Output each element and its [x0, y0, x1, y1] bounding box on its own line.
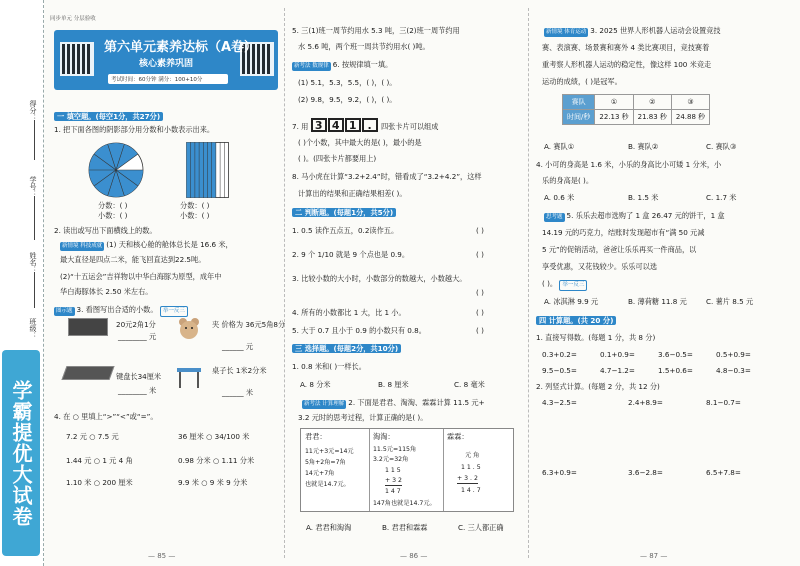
c3-q5-opt-c: C. 薯片 8.5 元: [706, 297, 754, 306]
work2-l1: 11.5元=115角: [373, 446, 417, 453]
choice-2-opt-c: C. 三人都正确: [458, 523, 504, 532]
q2-2-line-b: 华白海豚体长 2.50 米左右。: [60, 287, 153, 296]
work3-l1: 元 角: [465, 452, 480, 459]
q3-unit-4: ______ 米: [222, 388, 254, 397]
c3-q3-line-a: 新情境 体育运动 3. 2025 世界人形机器人运动会设置竞技: [546, 26, 721, 35]
calc-1-r1-c: 3.6−0.5=: [658, 350, 693, 359]
work-divider-2: [443, 429, 444, 511]
choice-1-opt-c: C. 8 毫米: [454, 380, 485, 389]
race-table-head-1: ①: [595, 95, 633, 110]
section-badge-3: 三 选择题。(每题2分，共10分): [292, 344, 401, 353]
column-divider-1: [284, 8, 285, 558]
q2-text: 2. 读出或写出下面横线上的数。: [54, 226, 157, 235]
q4-r2-b: 0.98 分米 ○ 1.11 分米: [178, 456, 255, 465]
q7-line-d: ( )。(四张卡片都要用上): [298, 154, 377, 163]
score-line: [34, 120, 35, 160]
c3-q5-more-tag: 举一反三: [559, 280, 587, 291]
q3-item-1: 20元2角1分: [116, 320, 156, 329]
q3-text: 图示题 3. 看图写出合适的小数。 举一反三: [54, 305, 190, 317]
page-number-86: — 86 —: [400, 552, 428, 560]
digit-card-1: 3: [311, 118, 327, 132]
calc-2-r1-b: 2.4+8.9=: [628, 398, 663, 407]
c3-q3-opt-c: C. 赛队③: [706, 142, 737, 151]
judge-5: 5. 大于 0.7 且小于 0.9 的小数只有 0.8。: [292, 326, 426, 335]
c3-q5-opt-b: B. 薄荷糖 11.8 元: [628, 297, 687, 306]
c3-q3-opt-b: B. 赛队②: [628, 142, 659, 151]
q8-line-b: 计算出的结果和正确结果相差( )。: [298, 189, 407, 198]
race-table-head: [563, 95, 710, 110]
q3-unit-3: ________ 米: [118, 386, 157, 395]
score-label: 得分：: [29, 100, 37, 121]
class-label: 班级：: [29, 318, 37, 339]
fig2-fraction: 分数：( ): [180, 201, 210, 210]
calc-1-r2-c: 1.5+0.6=: [658, 366, 693, 375]
c3-q4-line-a: 4. 小可的身高是 1.6 米，小乐的身高比小可矮 1 分米，小: [536, 160, 722, 169]
judge-4: 4. 所有的小数都比 1 大，比 1 小。: [292, 308, 406, 317]
q3-more-tag: 举一反三: [160, 306, 188, 317]
c3-q5-line-b: 14.19 元的巧克力，结账时发现超市有“满 50 元减: [542, 228, 705, 237]
judge-5-paren: ( ): [476, 326, 484, 335]
c2-tag: 新考法 计算理解: [304, 401, 345, 407]
judge-4-paren: ( ): [476, 308, 484, 317]
race-table-cell-2: 21.83 秒: [633, 110, 671, 125]
digit-card-2: 4: [328, 118, 344, 132]
section-badge: 一 填空题。(每空1分，共27分): [54, 112, 163, 121]
race-table-head-0: 赛队: [563, 95, 595, 110]
bar-figure: [186, 142, 230, 198]
work2-l4: + 3 2: [385, 477, 402, 484]
work2-l3: 1 1 5: [385, 467, 401, 474]
calc-1-r1-a: 0.3+0.2=: [542, 350, 577, 359]
calc-1-r2-a: 9.5−0.5=: [542, 366, 577, 375]
work1-l3: 14元+7角: [305, 470, 335, 477]
choice-1-opt-b: B. 8 厘米: [378, 380, 409, 389]
qr-code-left-icon: [60, 42, 94, 76]
q2-1-line-b: 最大直径是四点二米，能飞回直达到22.5吨。: [60, 255, 206, 264]
race-table-cell-1: 22.13 秒: [595, 110, 633, 125]
work1-l1: 11元+3元=14元: [305, 448, 354, 455]
choice-2-line-a: 新考法 计算理解 2. 下面是君君、淘淘、霖霖计算 11.5 元+: [304, 398, 485, 407]
c3-q4-opt-b: B. 1.5 米: [628, 193, 659, 202]
c3-q3-line-c: 重考察人形机器人运动的稳定性，像这样 100 米竞走: [542, 60, 712, 69]
c3-q5-line-d: 享受优惠，又花钱较少。乐乐可以选: [542, 262, 658, 271]
judge-2-paren: ( ): [476, 250, 484, 259]
id-line: [34, 196, 35, 240]
section-judge-title: [292, 208, 398, 217]
q1-text: 1. 把下面各图的阴影部分用分数和小数表示出来。: [54, 125, 215, 134]
work-head-1: 君君：: [305, 432, 327, 441]
table-image: [176, 364, 202, 390]
fig2-decimal: 小数：( ): [180, 211, 210, 220]
calc-2-r2-c: 6.5+7.8=: [706, 468, 741, 477]
calc-1-r2-d: 4.8−0.3=: [716, 366, 751, 375]
calc-1-r1-d: 0.5+0.9=: [716, 350, 751, 359]
choice-1-opt-a: A. 8 分米: [300, 380, 331, 389]
name-label: 姓名：: [29, 252, 37, 273]
c3-q5-tag: 思考题: [546, 214, 563, 220]
judge-1-paren: ( ): [476, 226, 484, 235]
fig1-fraction: 分数：( ): [98, 201, 128, 210]
section-choice-title: [292, 344, 403, 353]
q3-unit-2: ______ 元: [222, 342, 254, 351]
judge-3-paren: ( ): [476, 288, 484, 297]
keyboard-image: [61, 366, 114, 380]
page-number-87: — 87 —: [640, 552, 668, 560]
race-table-head-2: ②: [633, 95, 671, 110]
calc-2-text: 2. 列竖式计算。(每题 2 分，共 12 分): [536, 382, 660, 391]
calc-2-r1-c: 8.1−0.7=: [706, 398, 741, 407]
calc-1-text: 1. 直接写得数。(每题 1 分，共 8 分): [536, 333, 656, 342]
c3-q4-opt-a: A. 0.6 米: [544, 193, 575, 202]
c3-q5-opt-a: A. 冰淇淋 9.9 元: [544, 297, 599, 306]
c3-q5-line-e: ( )。 举一反三: [542, 279, 589, 291]
section-badge-4: 四 计算题。(共 20 分): [536, 316, 616, 325]
c3-q3-opt-a: A. 赛队①: [544, 142, 575, 151]
c3-q5-line-c: 5 元”的促销活动，爸爸让乐乐再买一件商品，以: [542, 245, 697, 254]
header-left: 同步单元 分层验收: [50, 16, 96, 22]
digit-card-4: .: [362, 118, 378, 132]
q4-r2-a: 1.44 元 ○ 1 元 4 角: [66, 456, 133, 465]
work2-l2: 3.2元=32角: [373, 456, 409, 463]
work-head-2: 淘淘：: [373, 432, 395, 441]
race-table-cell-3: 24.88 秒: [671, 110, 709, 125]
exam-info: 考试时间：60分钟 满分：100+10分: [108, 74, 228, 84]
c3-q3-line-b: 赛、表演赛、场景赛和赛外 4 类比赛项目，竞技赛着: [542, 43, 710, 52]
q8-line-a: 8. 马小虎在计算“3.2+2.4”时，错看成了“3.2+4.2”，这样: [292, 172, 482, 181]
q3-item-2: 夹 价格为 36元5角8分: [212, 320, 286, 329]
exam-subtitle: 核心素养巩固: [139, 59, 194, 69]
section-badge-2: 二 判断题。(每题1分，共5分): [292, 208, 396, 217]
q3-item-4: 桌子长 1米2分米: [212, 366, 267, 375]
title-banner: [54, 30, 278, 90]
work1-l4: 也就是14.7元。: [305, 481, 350, 488]
work-head-3: 霖霖：: [447, 432, 469, 441]
banknote-image: [68, 318, 108, 336]
c3-q4-line-b: 乐的身高是( )。: [542, 176, 594, 185]
choice-2-opt-a: A. 君君和淘淘: [306, 523, 352, 532]
calc-2-r2-a: 6.3+0.9=: [542, 468, 577, 477]
q7-line-a: 7. 用 3 4 1 . 四张卡片可以组成: [292, 119, 439, 132]
race-table-row: [563, 110, 710, 125]
choice-1: 1. 0.8 米和( )一样长。: [292, 362, 366, 371]
q3-item-3: 键盘长34厘米: [116, 372, 162, 381]
q2-tag: 新情境 科技成就: [62, 243, 103, 249]
work3-l2: 1 1 . 5: [461, 464, 481, 471]
exam-title: 第六单元素养达标（A卷）: [104, 40, 258, 55]
teddy-bear-image: [176, 316, 202, 342]
calc-1-r2-b: 4.7−1.2=: [600, 366, 635, 375]
q6-tag: 新考法 数规律: [294, 63, 329, 69]
choice-2-opt-b: B. 君君和霖霖: [382, 523, 428, 532]
work2-l6: 147角也就是14.7元。: [373, 500, 436, 507]
judge-1: 1. 0.5 读作五点五，0.2读作五。: [292, 226, 399, 235]
q2-1-line-a: 新情境 科技成就 (1) 天和核心舱的舱体总长是 16.6 米，: [62, 240, 233, 249]
q6-text: 新考法 数规律 6. 按规律填一填。: [294, 60, 393, 69]
calc-2-r2-b: 3.6−2.8=: [628, 468, 663, 477]
work3-l4: 1 4 . 7: [461, 487, 481, 494]
fig1-decimal: 小数：( ): [98, 211, 128, 220]
c3-q3-line-d: 运动的成绩，( )是冠军。: [542, 77, 622, 86]
page-number-85: — 85 —: [148, 552, 176, 560]
work-divider-1: [369, 429, 370, 511]
section-calc-title: [536, 316, 618, 325]
column-divider-2: [528, 8, 529, 558]
work3-l3: + 3 . 2: [457, 475, 478, 482]
q3-unit-1: ________ 元: [118, 332, 157, 341]
c3-q5-line-a: 思考题 5. 乐乐去超市选购了 1 盒 26.47 元的饼干，1 盒: [546, 211, 725, 220]
race-table: [562, 94, 710, 125]
digit-card-3: 1: [345, 118, 361, 132]
q6-1: (1) 5.1，5.3，5.5，( )，( )。: [298, 78, 397, 87]
c3-q4-opt-c: C. 1.7 米: [706, 193, 737, 202]
q7-line-c: ( )个小数，其中最大的是( )，最小的是: [298, 138, 422, 147]
c3-q3-tag: 新情境 体育运动: [546, 29, 587, 35]
judge-3: 3. 比较小数的大小时，小数部分的数越大，小数越大。: [292, 274, 467, 283]
q4-r1-a: 7.2 元 ○ 7.5 元: [66, 432, 119, 441]
q4-r1-b: 36 厘米 ○ 34/100 米: [178, 432, 250, 441]
work1-l2: 5角+2角=7角: [305, 459, 346, 466]
work2-l5: 1 4 7: [385, 488, 401, 495]
race-table-head-3: ③: [671, 95, 709, 110]
calc-2-r1-a: 4.3−2.5=: [542, 398, 577, 407]
q6-2: (2) 9.8，9.5，9.2，( )，( )。: [298, 95, 397, 104]
calc-1-r1-b: 0.1+0.9=: [600, 350, 635, 359]
student-id-label: 学号：: [29, 176, 37, 197]
choice-2-line-b: 3.2 元时的思考过程，计算正确的是( )。: [298, 413, 428, 422]
q4-text: 4. 在 ○ 里填上“>”“<”或“=”。: [54, 412, 158, 421]
name-line: [34, 272, 35, 308]
q4-r3-a: 1.10 米 ○ 200 厘米: [66, 478, 133, 487]
judge-2: 2. 9 个 1/10 就是 9 个点也是 0.9。: [292, 250, 410, 259]
race-table-cell-0: 时间/秒: [563, 110, 595, 125]
brand-band: 学霸提优大试卷: [2, 350, 40, 556]
q5-line-b: 水 5.6 吨，两个班一周共节约用水( )吨。: [298, 42, 430, 51]
circle-figure: [86, 140, 146, 200]
q2-2-line-a: (2)“十五运会”吉祥物以中华白海豚为原型，成年中: [60, 272, 222, 281]
section-fill-title: [54, 112, 165, 121]
q4-r3-b: 9.9 米 ○ 9 米 9 分米: [178, 478, 248, 487]
binding-strip: [0, 0, 44, 566]
q3-tag: 图示题: [56, 308, 73, 314]
q5-line-a: 5. 三(1)班一周节约用水 5.3 吨，三(2)班一周节约用: [292, 26, 460, 35]
work-box: [300, 428, 514, 512]
